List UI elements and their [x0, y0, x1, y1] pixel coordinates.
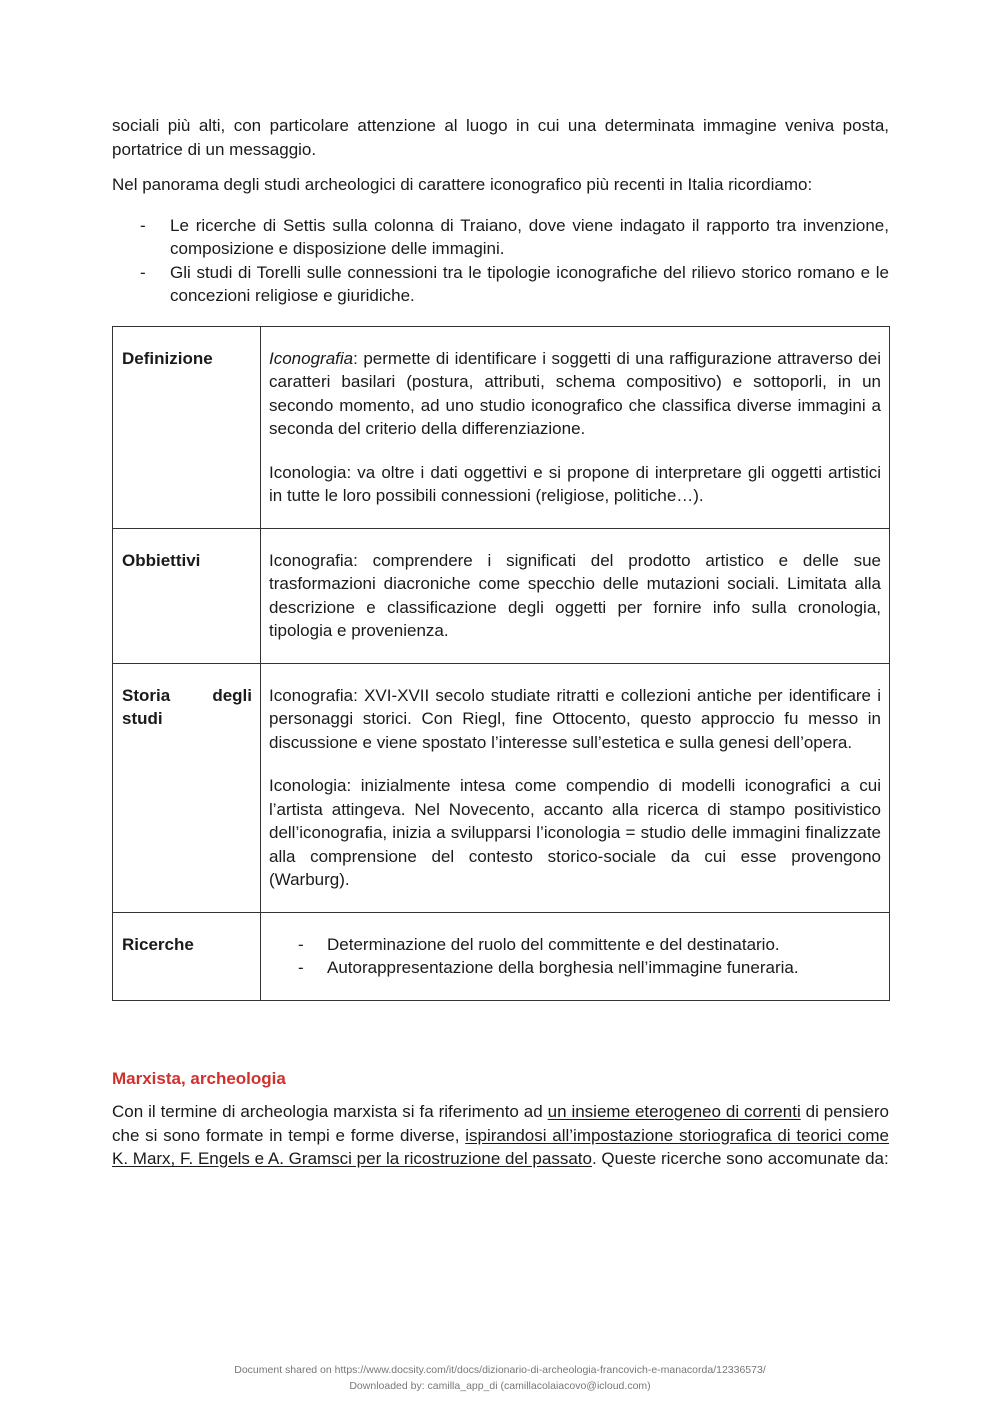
list-bullet: -	[140, 215, 146, 235]
row-label-storia: Storia degli studi	[113, 663, 261, 912]
section-heading: Marxista, archeologia	[112, 1068, 286, 1088]
row-content-obbiettivi: Iconografia: comprendere i significati del prodotto artistico e delle sue trasformazioni diacroniche come specchio delle mutazioni sociali. Limitata alla descrizione e classificazione degli oggetti per fornire info sulla cronologia, tipologia e provenienza.	[261, 528, 890, 663]
row-label-ricerche: Ricerche	[113, 912, 261, 1000]
list-bullet: -	[140, 262, 146, 282]
footer-shared-url: Document shared on https://www.docsity.com/it/docs/dizionario-di-archeologia-francovich-e-manacorda/12336573/	[234, 1364, 766, 1376]
underlined-phrase: un insieme eterogeneo di correnti	[547, 1102, 801, 1121]
studies-list	[112, 214, 889, 308]
iconography-table	[112, 326, 890, 1001]
document-body	[112, 114, 889, 1171]
footer-share-note	[0, 1362, 1000, 1394]
table-row	[113, 663, 890, 912]
list-item: - Le ricerche di Settis sulla colonna di Traiano, dove viene indagato il rapporto tra invenzione, composizione e disposizione delle immagini.	[140, 215, 889, 258]
list-item: - Autorappresentazione della borghesia nell’immagine funeraria.	[269, 956, 881, 980]
table-row	[113, 912, 890, 1000]
list-bullet: -	[298, 934, 304, 954]
row-label-obbiettivi: Obbiettivi	[113, 528, 261, 663]
row-content-definizione: Iconografia: permette di identificare i soggetti di una raffigurazione attraverso dei caratteri basilari (postura, attributi, schema compositivo) e sottoporli, in un secondo momento, ad uno studio iconografico che classifica diverse immagini a seconda del criterio della differenziazione. Iconologia: va oltre i dati oggettivi e si propone di interpretare gli oggetti artistici in tutte le loro possibili connessioni (religiose, politiche…).	[261, 326, 890, 528]
ricerche-list	[269, 933, 881, 980]
panorama-paragraph: Nel panorama degli studi archeologici di carattere iconografico più recenti in Italia ricordiamo:	[112, 175, 813, 194]
row-content-storia: Iconografia: XVI-XVII secolo studiate ritratti e collezioni antiche per identificare i personaggi storici. Con Riegl, fine Ottocento, questo approccio fu messo in discussione e viene spostato l’interesse sull’estetica e sulla genesi dell’opera. Iconologia: inizialmente intesa come compendio di modelli iconografici a cui l’artista attingeva. Nel Novecento, accanto alla ricerca di stampo positivistico dell’iconografia, inizia a svilupparsi l’iconologia = studio delle immagini finalizzate alla comprensione del contesto storico-sociale da cui esse provengono (Warburg).	[261, 663, 890, 912]
intro-paragraph: sociali più alti, con particolare attenzione al luogo in cui una determinata immagine veniva posta, portatrice di un messaggio.	[112, 116, 889, 159]
section-paragraph: Con il termine di archeologia marxista si fa riferimento ad un insieme eterogeneo di correnti di pensiero che si sono formate in tempi e forme diverse, ispirandosi all’impostazione storiografica di teorici come K. Marx, F. Engels e A. Gramsci per la ricostruzione del passato. Queste ricerche sono accomunate da:	[112, 1102, 889, 1168]
table-row	[113, 326, 890, 528]
table-row	[113, 528, 890, 663]
term-iconografia: Iconografia	[269, 348, 354, 368]
footer-downloaded-by: Downloaded by: camilla_app_di (camillacolaiacovo@icloud.com)	[349, 1380, 651, 1392]
row-label-definizione: Definizione	[113, 326, 261, 528]
underlined-phrase: ispirandosi all’impostazione storiografica di teorici come K. Marx, F. Engels e A. Gramsci per la ricostruzione del passato	[112, 1125, 889, 1168]
list-bullet: -	[298, 958, 304, 977]
list-item: - Gli studi di Torelli sulle connessioni tra le tipologie iconografiche del rilievo storico romano e le concezioni religiose e giuridiche.	[140, 262, 889, 305]
list-item: - Determinazione del ruolo del committente e del destinatario.	[269, 933, 881, 957]
row-content-ricerche	[261, 912, 890, 1000]
